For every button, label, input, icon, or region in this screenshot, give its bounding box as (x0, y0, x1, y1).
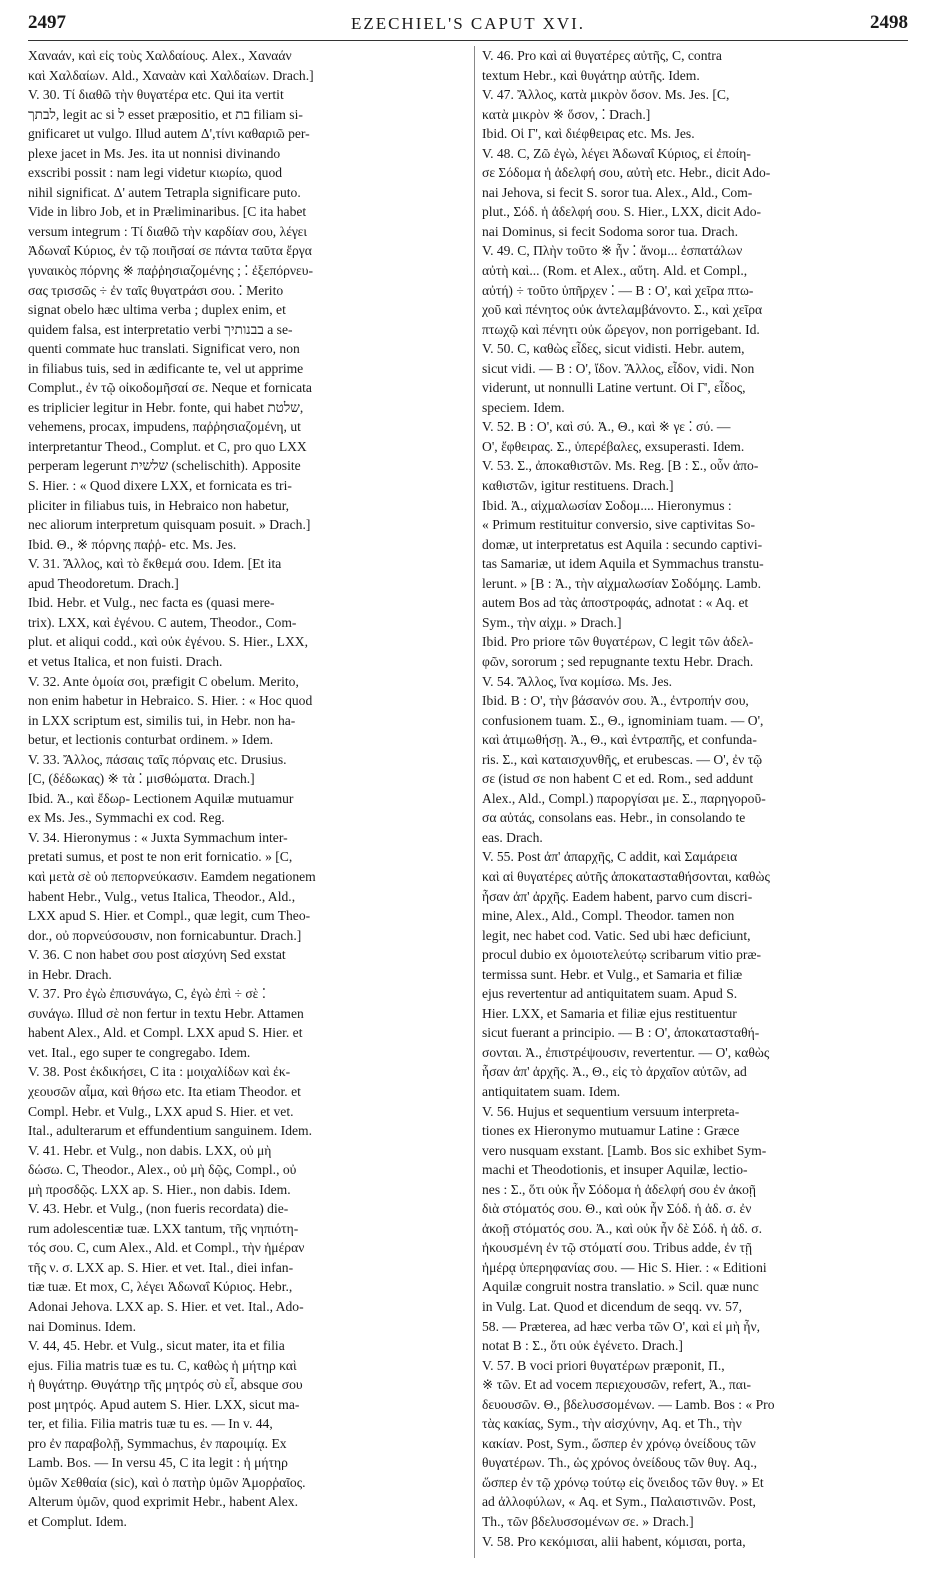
text-line: συνάγω. Illud σὲ non fertur in textu Hebr. Attamen (28, 1005, 304, 1021)
text-line: Ibid. Hebr. et Vulg., nec facta es (quasi mere- (28, 595, 275, 611)
text-line: χεουσῶν αἷμα, καὶ θήσω etc. Ita etiam Theodor. et (28, 1083, 301, 1099)
text-line: pliciter in filiabus tuis, in Hebraico non habetur, (28, 497, 290, 513)
text-line: Ibid. Pro priore τῶν θυγατέρων, C legit τῶν ἀδελ- (482, 634, 754, 650)
text-line: לבתך, legit ac si ל esset præpositio, et בת filiam si- (28, 106, 303, 122)
text-line: ἦσαν ἀπ' ἀρχῆς. Ἀ., Θ., εἰς τὸ ἀρχαῖον αὐτῶν, ad (482, 1064, 747, 1080)
text-line: ter, et filia. Filia matris tuæ tu es. — In v. 44, (28, 1416, 273, 1432)
text-line: V. 32. Ante ὁμοία σοι, præfigit C obelum. Merito, (28, 673, 299, 689)
text-line: V. 54. Ἄλλος, ἵνα κομίσω. Ms. Jes. (482, 673, 673, 689)
text-line: καὶ μετὰ σὲ οὐ πεπορνεύκασιν. Eamdem negationem (28, 868, 316, 884)
text-line: καὶ Χαλδαίων. Ald., Χαναὰν καὶ Χαλδαίων. Drach.] (28, 67, 314, 83)
text-line: σε (istud σε non habent C et ed. Rom., sed addunt (482, 771, 754, 787)
text-line: V. 41. Hebr. et Vulg., non dabis. LXX, οὐ μὴ (28, 1142, 272, 1158)
text-line: exscribi possit : nam legi videtur κιωρίω, quod (28, 165, 283, 181)
text-line: Hier. LXX, et Samaria et filiæ ejus restituentur (482, 1005, 737, 1021)
text-line: V. 48. C, Ζῶ ἐγὼ, λέγει Ἀδωναΐ Κύριος, εἰ ἐποίη- (482, 145, 751, 161)
text-line: gnificaret ut vulgo. Illud autem Δ',τίνι καθαριῶ per- (28, 126, 310, 142)
text-line: Adonai Jehova. LXX ap. S. Hier. et vet. Ital., Ado- (28, 1299, 304, 1314)
text-line: καὶ αἱ θυγατέρες αὐτῆς ἀποκατασταθήσονται, καθὼς (482, 868, 770, 884)
text-line: φῶν, sororum ; sed repugnante textu Hebr. Drach. (482, 653, 754, 669)
text-line: αὐτή) ÷ τοῦτο ὑπῆρχεν ⁚ — B : Ο', καὶ χεῖρα πτω- (482, 282, 754, 298)
text-line: eas. Drach. (482, 829, 543, 845)
text-line: in LXX scriptum est, similis tui, in Hebr. non ha- (28, 712, 296, 728)
text-line: habent Alex., Ald. et Compl. LXX apud S. Hier. et (28, 1025, 303, 1041)
text-line: tas Samariæ, ut idem Aquila et Symmachus transtu- (482, 556, 764, 572)
text-line: ἡ θυγάτηρ. Θυγάτηρ τῆς μητρός σὺ εἶ, absque σου (28, 1377, 303, 1393)
text-line: V. 52. B : Ο', καὶ σύ. Ἀ., Θ., καὶ ※ γε ⁚ σύ. — (482, 419, 731, 435)
right-column (482, 46, 908, 1561)
text-line: Complut., ἐν τῷ οἰκοδομῆσαί σε. Neque et fornicata (28, 380, 312, 396)
text-line: V. 38. Post ἐκδικήσει, C ita : μοιχαλίδων καὶ ἐκ- (28, 1064, 291, 1080)
text-line: ὑμῶν Χεθθαία (sic), καὶ ὁ πατὴρ ὑμῶν Ἀμορῥαῖος. (28, 1474, 306, 1490)
text-line: V. 44, 45. Hebr. et Vulg., sicut mater, ita et filia (28, 1338, 285, 1354)
text-line: in Hebr. Drach. (28, 966, 112, 982)
text-line: καὶ ἀτιμωθήσῃ. Ἀ., Θ., καὶ ἐντραπῆς, et confunda- (482, 732, 757, 748)
text-line: pretati sumus, et post te non erit fornicatio. » [C, (28, 849, 293, 865)
text-line: V. 31. Ἄλλος, καὶ τὸ ἔκθεμά σου. Idem. [Et ita (28, 556, 282, 572)
text-line: ad ἀλλοφύλων, « Aq. et Sym., Παλαιστινῶν. Post, (482, 1494, 756, 1510)
text-line: V. 34. Hieronymus : « Juxta Symmachum inter- (28, 829, 288, 845)
text-line: sicut fuerant a principio. — B : Ο', ἀποκατασταθή- (482, 1025, 760, 1041)
text-line: LXX apud S. Hier. et Compl., quæ legit, cum Theo- (28, 908, 311, 924)
column-divider (474, 46, 475, 1558)
text-line: διὰ στόματός σου. Θ., καὶ οὐκ ἦν Σόδ. ἡ ἀδ. σ. ἐν (482, 1201, 752, 1217)
text-line: V. 47. Ἄλλος, κατὰ μικρὸν ὅσον. Ms. Jes. [C, (482, 87, 730, 103)
text-line: legit, nec habet cod. Vatic. Sed ubi hæc deficiunt, (482, 927, 751, 943)
text-line: habent Hebr., Vulg., vetus Italica, Theodor., Ald., (28, 888, 296, 904)
text-line: μὴ προσδῷς. LXX ap. S. Hier., non dabis. Idem. (28, 1181, 291, 1197)
text-line: speciem. Idem. (482, 399, 565, 415)
text-line: Ibid. Θ., ※ πόρνης παῤῥ- etc. Ms. Jes. (28, 536, 237, 552)
text-line: τῆς ν. σ. LXX ap. S. Hier. et vet. Ital., diei infan- (28, 1259, 294, 1275)
text-line: ἦσαν ἀπ' ἀρχῆς. Eadem habent, parvo cum discri- (482, 888, 753, 904)
text-line: ex Ms. Jes., Symmachi ex cod. Reg. (28, 810, 225, 826)
text-line: V. 36. C non habet σου post αἰσχύνη Sed exstat (28, 947, 286, 963)
text-line: πτωχῷ καὶ πένητι οὐκ ὤρεγον, non porrigebant. Id. (482, 321, 760, 337)
text-line: autem Bos ad τὰς ἀποστροφάς, adnotat : « Aq. et (482, 595, 749, 611)
text-line: V. 55. Post ἀπ' ἀπαρχῆς, C addit, καὶ Σαμάρεια (482, 849, 738, 865)
text-line: ἀκοῇ στόματός σου. Ἀ., καὶ οὐκ ἦν δὲ Σόδ. ἡ ἀδ. σ. (482, 1220, 762, 1236)
text-line: quidem falsa, est interpretatio verbi בבנותיך a se- (28, 321, 293, 337)
page-header (28, 12, 908, 38)
text-line: Alterum ὑμῶν, quod exprimit Hebr., habent Alex. (28, 1494, 298, 1510)
text-line: es triplicier legitur in Hebr. fonte, qui habet שלטת, (28, 399, 304, 415)
text-line: mine, Alex., Ald., Compl. Theodor. tamen non (482, 908, 735, 924)
text-line: post μητρός. Apud autem S. Hier. LXX, sicut ma- (28, 1396, 300, 1412)
text-line: et Complut. Idem. (28, 1514, 127, 1530)
text-line: σα αὐτάς, consolans eas. Hebr., in consolando te (482, 810, 746, 826)
text-line: vet. Ital., ego super te congregabo. Idem. (28, 1044, 251, 1060)
running-title: EZECHIEL'S CAPUT XVI. (350, 14, 586, 33)
text-line: V. 30. Τί διαθῶ τὴν θυγατέρα etc. Qui ita vertit (28, 87, 284, 103)
text-line: notat B : Σ., ὅτι οὐκ ἐγένετο. Drach.] (482, 1338, 683, 1354)
text-line: θυγατέρων. Th., ὡς χρόνος ὀνείδους τῶν θυγ. Aq., (482, 1455, 758, 1471)
text-line: Ἀδωναΐ Κύριος, ἐν τῷ ποιῆσαί σε πάντα ταῦτα ἔργα (28, 243, 312, 259)
text-line: plut., Σόδ. ἡ ἀδελφή σου. S. Hier., LXX, dicit Ado- (482, 204, 762, 220)
text-line: rum adolescentiæ tuæ. LXX tantum, τῆς νηπιότη- (28, 1220, 299, 1236)
text-line: σονται. Ἀ., ἐπιστρέψουσιν, revertentur. — Ο', καθὼς (482, 1044, 770, 1060)
text-line: κατὰ μικρὸν ※ ὅσον, ⁚ Drach.] (482, 106, 651, 122)
text-line: antiquitatem suam. Idem. (482, 1083, 621, 1099)
text-line: textum Hebr., καὶ θυγάτηρ αὐτῆς. Idem. (482, 67, 700, 83)
text-line: trix). LXX, καὶ ἐγένου. C autem, Theodor., Com- (28, 614, 297, 630)
text-line: δευουσῶν. Θ., βδελυσσομένων. — Lamb. Bos : « Pro (482, 1396, 775, 1412)
text-line: sicut vidi. — B : Ο', ἴδον. Ἄλλος, εἶδον, vidi. Non (482, 360, 755, 376)
text-line: non enim habetur in Hebraico. S. Hier. : « Hoc quod (28, 693, 313, 709)
text-line: V. 37. Pro ἐγὼ ἐπισυνάγω, C, ἐγὼ ἐπὶ ÷ σὲ ⁚ (28, 986, 267, 1002)
text-line: Ο', ἔφθειρας. Σ., ὑπερέβαλες, exsuperasti. Idem. (482, 438, 745, 454)
text-line: τός σου. C, cum Alex., Ald. et Compl., τὴν ἡμέραν (28, 1240, 305, 1256)
text-line: 58. — Præterea, ad hæc verba τῶν Ο', καὶ εἰ μὴ ἦν, (482, 1318, 760, 1334)
text-line: ris. Σ., καὶ καταισχυνθῆς, et erubescas. — Ο', ἐν τῷ (482, 751, 763, 767)
text-line: domæ, ut interpretatus est Aquila : secundo captivi- (482, 536, 763, 552)
text-line: V. 33. Ἄλλος, πάσαις ταῖς πόρναις etc. Drusius. (28, 751, 287, 767)
text-line: αὐτὴ καὶ... (Rom. et Alex., αὕτη. Ald. et Compl., (482, 263, 748, 279)
text-line: ὥσπερ ἐν τῷ χρόνῳ τούτῳ εἰς ὄνειδος τῶν θυγ. » Et (482, 1474, 764, 1490)
text-line: χοῦ καὶ πένητος οὐκ ἀντελαμβάνοντο. Σ., καὶ χεῖρα (482, 302, 763, 318)
text-line: in filiabus tuis, sed in ædificante te, vel ut apprime (28, 360, 304, 376)
text-line: nai Dominus, si fecit Sodoma soror tua. Drach. (482, 223, 738, 239)
text-line: confusionem tuam. Σ., Θ., ignominiam tuam. — Ο', (482, 712, 764, 728)
text-line: Compl. Hebr. et Vulg., LXX apud S. Hier. et vet. (28, 1103, 294, 1119)
text-line: in Vulg. Lat. Quod et dicendum de seqq. vv. 57, (482, 1299, 743, 1314)
text-line: Ibid. B : Ο', τὴν βάσανόν σου. Ἀ., ἐντροπήν σου, (482, 693, 749, 709)
text-line: ※ τῶν. Et ad vocem περιεχουσῶν, refert, Ἀ., παι- (482, 1377, 752, 1393)
text-line: procul dubio ex ὁμοιοτελεύτῳ scribarum vitio præ- (482, 947, 762, 963)
text-line: apud Theodoretum. Drach.] (28, 575, 179, 591)
text-line: plut. et aliqui codd., καὶ οὐκ ἐγένου. S. Hier., LXX, (28, 634, 308, 650)
text-line: ejus revertentur ad antiquitatem suam. Apud S. (482, 986, 738, 1002)
text-line: ἡμέρᾳ ὑπερηφανίας σου. — Hic S. Hier. : « Editioni (482, 1259, 767, 1275)
text-line: καθιστῶν, igitur restituens. Drach.] (482, 478, 674, 494)
text-line: V. 53. Σ., ἀποκαθιστῶν. Ms. Reg. [B : Σ., οὖν ἀπο- (482, 458, 759, 474)
text-line: V. 50. C, καθὼς εἶδες, sicut vidisti. Hebr. autem, (482, 341, 745, 357)
text-line: nai Jehova, si fecit S. soror tua. Alex., Ald., Com- (482, 184, 753, 200)
left-column (28, 46, 468, 1561)
text-line: nai Dominus. Idem. (28, 1318, 136, 1334)
text-line: tiæ tuæ. Et mox, C, λέγει Ἀδωναΐ Κύριος. Hebr., (28, 1279, 293, 1295)
text-line: σε Σόδομα ἡ ἀδελφή σου, αὐτὴ etc. Hebr., dicit Ado- (482, 165, 771, 181)
text-line: Vide in libro Job, et in Præliminaribus. [C ita habet (28, 204, 307, 220)
text-line: perperam legerunt שלשית (schelischith). Apposite (28, 458, 301, 474)
text-line: Alex., Ald., Compl.) παροργίσαι με. Σ., παρηγοροῦ- (482, 790, 766, 806)
text-line: lerunt. » [B : Ἀ., τὴν αἰχμαλωσίαν Σοδόμης. Lamb. (482, 575, 762, 591)
text-line: Th., τῶν βδελυσσομένων σε. » Drach.] (482, 1514, 694, 1530)
text-line: Aquilæ congruit nostra translatio. » Scil. quæ nunc (482, 1279, 759, 1295)
text-line: termissa sunt. Hebr. et Vulg., et Samaria et filiæ (482, 966, 743, 982)
page-number-right: 2498 (870, 12, 908, 33)
text-line: quenti commate huc translati. Significat vero, non (28, 341, 300, 357)
text-line: vehemens, procax, impudens, παῤῥησιαζομένη, ut (28, 419, 301, 435)
text-line: interpretantur Theod., Complut. et C, pro quo LXX (28, 438, 307, 454)
text-line: Χαναάν, καὶ εἰς τοὺς Χαλδαίους. Alex., Χαναάν (28, 48, 292, 63)
text-line: V. 46. Pro καὶ αἱ θυγατέρες αὐτῆς, C, contra (482, 48, 722, 63)
page-number-left: 2497 (28, 12, 66, 33)
text-line: Ibid. Ἀ., καὶ ἔδωρ- Lectionem Aquilæ mutuamur (28, 790, 294, 806)
text-line: tiones ex Hieronymo mutuamur Latine : Græce (482, 1123, 740, 1139)
text-line: viderunt, ut nonnulli Latine vertunt. Οἱ Γ', εἶδος, (482, 380, 746, 396)
text-line: Sym., τὴν αἰχμ. » Drach.] (482, 614, 622, 630)
text-line: betur, et lectionis conturbat ordinem. » Idem. (28, 732, 274, 748)
text-line: et vetus Italica, et non fuisti. Drach. (28, 653, 223, 669)
header-rule (28, 40, 908, 41)
text-line: Ibid. Οἱ Γ', καὶ διέφθειρας etc. Ms. Jes. (482, 126, 695, 142)
text-line: machi et Theodotionis, et insuper Aquilæ, lectio- (482, 1162, 748, 1178)
text-line: γυναικὸς πόρνης ※ παῤῥησιαζομένης ; ⁚ ἐξεπόρνευ- (28, 263, 314, 279)
text-line: Ital., adulterarum et effundentium sanguinem. Idem. (28, 1123, 312, 1139)
text-line: dor., οὐ πορνεύσουσιν, non fornicabuntur. Drach.] (28, 927, 302, 943)
text-line: V. 43. Hebr. et Vulg., (non fueris recordata) die- (28, 1201, 289, 1217)
text-line: signat obelo hæc ultima verba ; duplex enim, et (28, 302, 286, 318)
text-line: κακίαν. Post, Sym., ὥσπερ ἐν χρόνῳ ὀνείδους τῶν (482, 1435, 756, 1451)
text-line: Ibid. Ἀ., αἰχμαλωσίαν Σοδομ.... Hieronymus : (482, 497, 732, 513)
text-line: δώσω. C, Theodor., Alex., οὐ μὴ δῷς, Compl., οὐ (28, 1162, 297, 1178)
text-line: « Primum restituitur conversio, sive captivitas So- (482, 517, 755, 533)
text-line: τὰς κακίας, Sym., τὴν αἰσχύνην, Aq. et Th., τὴν (482, 1416, 742, 1432)
text-line: plexe jacet in Ms. Jes. ita ut nonnisi divinando (28, 145, 281, 161)
text-line: S. Hier. : « Quod dixere LXX, et fornicata es tri- (28, 478, 292, 494)
text-line: V. 58. Pro κεκόμισαι, alii habent, κόμισαι, porta, (482, 1533, 746, 1549)
text-line: ἠκουσμένη ἐν τῷ στόματί σου. Tribus adde, ἐν τῇ (482, 1240, 753, 1256)
text-line: σας τρισσῶς ÷ ἐν ταῖς θυγατράσι σου. ⁚ Merito (28, 282, 284, 298)
text-line: V. 49. C, Πλὴν τοῦτο ※ ἦν ⁚ ἄνομ... ἐσπατάλων (482, 243, 743, 259)
text-line: nihil significat. Δ' autem Tetrapla significare puto. (28, 184, 301, 200)
text-line: versum integrum : Τί διαθῶ τὴν καρδίαν σου, λέγει (28, 223, 308, 239)
text-line: [C, (δέδωκας) ※ τὰ ⁚ μισθώματα. Drach.] (28, 771, 255, 787)
text-line: nec aliorum interpretum quisquam posuit. » Drach.] (28, 517, 311, 533)
text-line: vero nusquam exstant. [Lamb. Bos sic exhibet Sym- (482, 1142, 767, 1158)
text-line: V. 56. Hujus et sequentium versuum interpreta- (482, 1103, 740, 1119)
text-line: Lamb. Bos. — In versu 45, C ita legit : ἡ μήτηρ (28, 1455, 288, 1471)
text-line: V. 57. B voci priori θυγατέρων præponit, Π., (482, 1357, 725, 1373)
text-line: pro ἐν παραβολῇ, Symmachus, ἐν παροιμίᾳ. Ex (28, 1435, 287, 1451)
text-line: ejus. Filia matris tuæ es tu. C, καθὼς ἡ μήτηρ καὶ (28, 1357, 297, 1373)
text-line: nes : Σ., ὅτι οὐκ ἦν Σόδομα ἡ ἀδελφή σου ἐν ἀκοῇ (482, 1181, 757, 1197)
